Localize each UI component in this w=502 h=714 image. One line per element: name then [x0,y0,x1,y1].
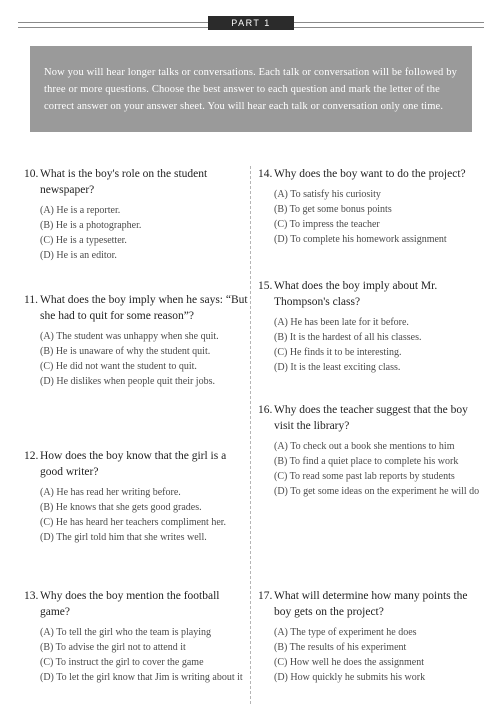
option-d[interactable]: (D) He is an editor. [40,250,117,261]
question-10 [24,166,250,263]
option-list [24,329,250,389]
question-14 [258,166,480,247]
option-b[interactable]: (B) It is the hardest of all his classes. [274,332,422,343]
option-b[interactable]: (B) To advise the girl not to attend it [40,642,186,653]
question-stem: What is the boy's role on the student newspaper? [40,168,208,196]
option-c[interactable]: (C) He has heard her teachers compliment her. [40,517,227,528]
option-b[interactable]: (B) To find a quiet place to complete his work [274,456,459,467]
option-c[interactable]: (C) To impress the teacher [274,219,380,230]
question-number: 13. [24,590,39,602]
option-d[interactable]: (D) He dislikes when people quit their jobs. [40,376,215,387]
question-stem: What will determine how many points the boy gets on the project? [274,590,468,618]
question-number: 16. [258,404,273,416]
part-label: PART 1 [208,16,294,30]
question-stem: How does the boy know that the girl is a good writer? [40,450,227,478]
question-number: 10. [24,168,39,180]
option-b[interactable]: (B) He is unaware of why the student quit. [40,346,211,357]
option-b[interactable]: (B) To get some bonus points [274,204,392,215]
option-c[interactable]: (C) He did not want the student to quit. [40,361,197,372]
option-a[interactable]: (A) The student was unhappy when she quit. [40,331,219,342]
question-stem: What does the boy imply when he says: “But she had to quit for some reason”? [40,294,248,322]
option-d[interactable]: (D) To complete his homework assignment [274,234,447,245]
question-number: 14. [258,168,273,180]
option-list [258,315,480,375]
question-16 [258,402,480,499]
option-d[interactable]: (D) To get some ideas on the experiment he will do [274,486,480,497]
option-a[interactable]: (A) The type of experiment he does [274,627,417,638]
option-c[interactable]: (C) He finds it to be interesting. [274,347,402,358]
question-12 [24,448,250,545]
question-stem: Why does the teacher suggest that the boy visit the library? [274,404,468,432]
question-number: 15. [258,280,273,292]
option-c[interactable]: (C) How well he does the assignment [274,657,424,668]
option-c[interactable]: (C) To instruct the girl to cover the game [40,657,204,668]
option-d[interactable]: (D) It is the least exciting class. [274,362,401,373]
question-number: 11. [24,294,38,306]
option-list [24,485,250,545]
option-list [258,439,480,499]
question-stem: What does the boy imply about Mr. Thompson's class? [274,280,438,308]
option-list [258,187,480,247]
instructions-box: Now you will hear longer talks or conversations. Each talk or conversation will be followed by three or more questions. Choose the best answer to each question and mark the letter of the correct answer on your answer sheet. You will hear each talk or conversation only one time. [30,46,472,132]
option-a[interactable]: (A) He is a reporter. [40,205,121,216]
option-list [24,625,250,685]
option-a[interactable]: (A) He has read her writing before. [40,487,181,498]
option-b[interactable]: (B) He knows that she gets good grades. [40,502,202,513]
option-c[interactable]: (C) To read some past lab reports by students [274,471,455,482]
option-d[interactable]: (D) The girl told him that she writes well. [40,532,207,543]
option-a[interactable]: (A) To check out a book she mentions to him [274,441,455,452]
column-divider [250,166,251,704]
option-b[interactable]: (B) The results of his experiment [274,642,407,653]
option-a[interactable]: (A) To satisfy his curiosity [274,189,381,200]
question-number: 12. [24,450,39,462]
option-list [24,203,250,263]
question-stem: Why does the boy want to do the project? [274,168,466,180]
question-15 [258,278,480,375]
option-a[interactable]: (A) He has been late for it before. [274,317,409,328]
question-11 [24,292,250,389]
option-d[interactable]: (D) To let the girl know that Jim is writing about it [40,672,243,683]
question-stem: Why does the boy mention the football game? [40,590,220,618]
option-d[interactable]: (D) How quickly he submits his work [274,672,426,683]
question-number: 17. [258,590,273,602]
question-13 [24,588,250,685]
option-b[interactable]: (B) He is a photographer. [40,220,142,231]
question-17 [258,588,480,685]
option-c[interactable]: (C) He is a typesetter. [40,235,127,246]
option-list [258,625,480,685]
option-a[interactable]: (A) To tell the girl who the team is playing [40,627,212,638]
